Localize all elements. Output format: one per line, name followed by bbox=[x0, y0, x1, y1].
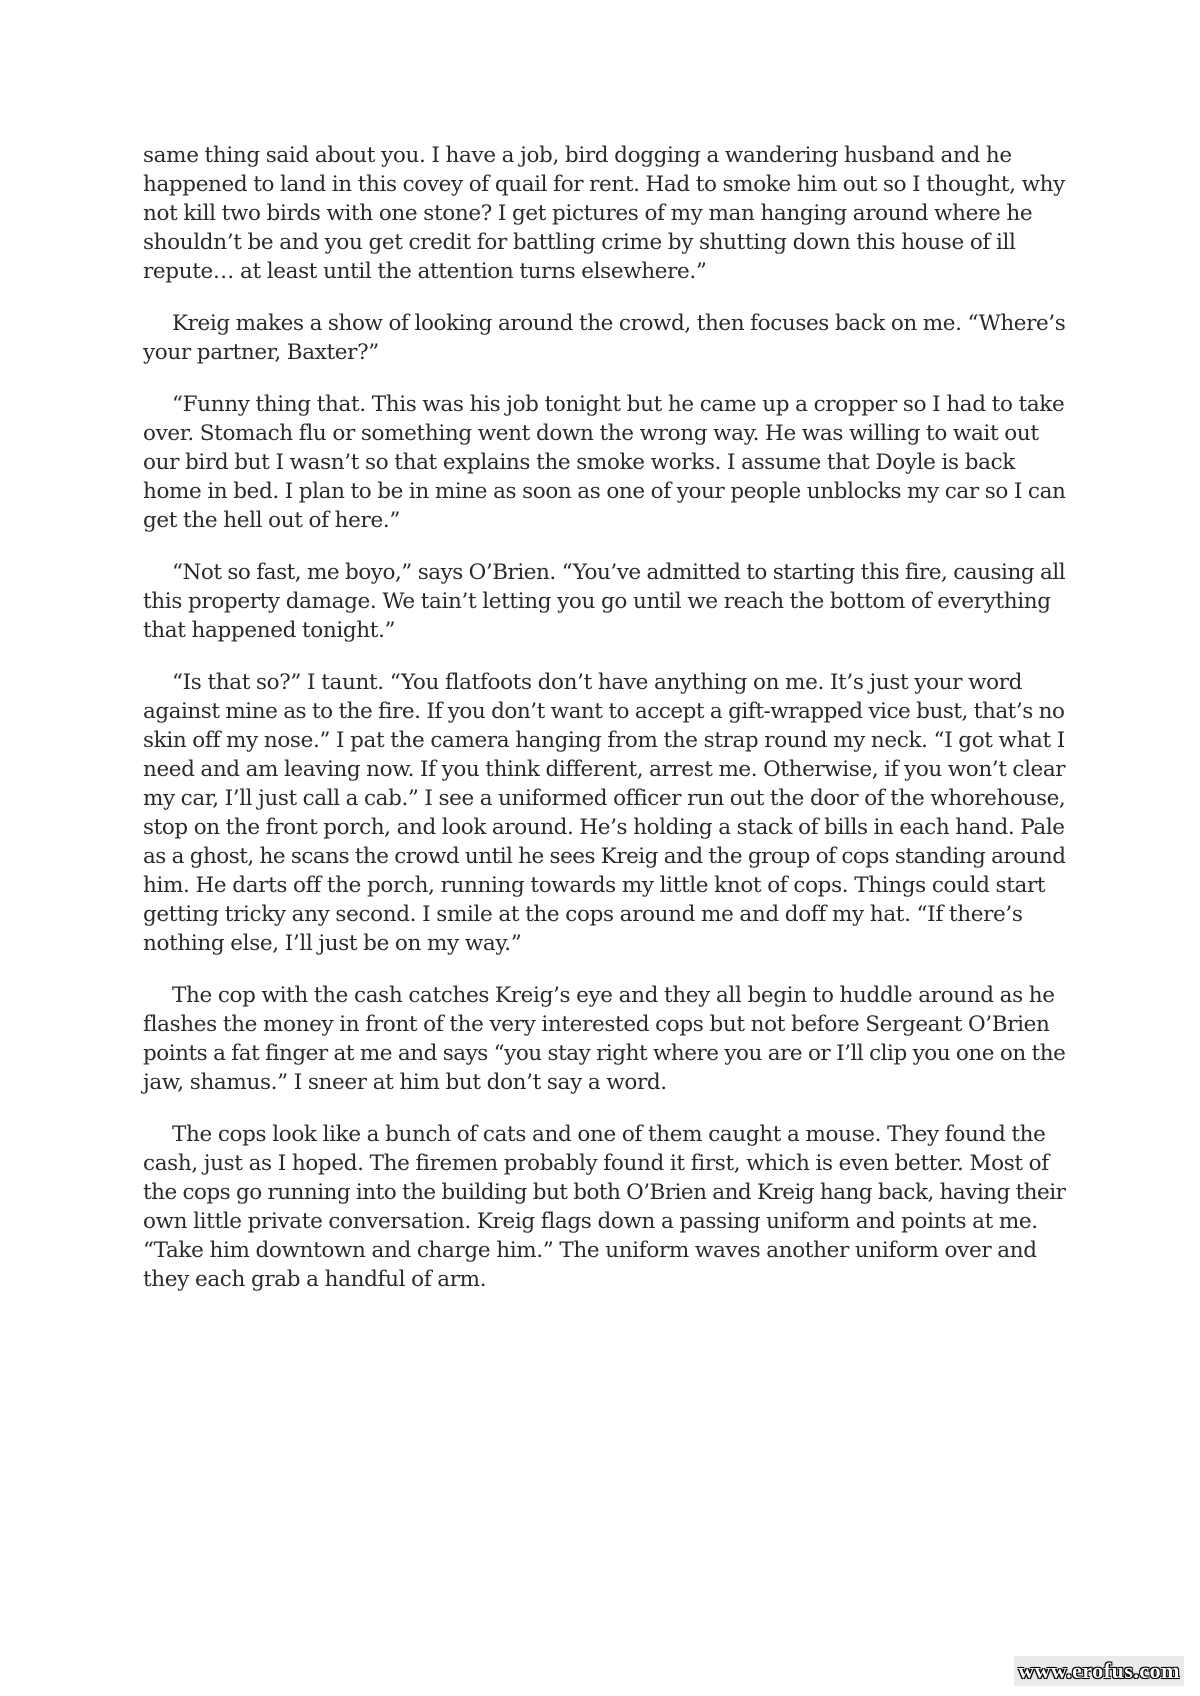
text-line: stop on the front porch, and look around. He’s holding a stack of bills in each hand. Pale bbox=[143, 815, 1065, 840]
text-line: not kill two birds with one stone? I get pictures of my man hanging around where he bbox=[143, 201, 1033, 226]
text-line: shouldn’t be and you get credit for battling crime by shutting down this house of ill bbox=[143, 230, 1016, 255]
text-line: this property damage. We tain’t letting you go until we reach the bottom of everything bbox=[143, 589, 1051, 614]
text-line: points a fat finger at me and says “you stay right where you are or I’ll clip you one on the bbox=[143, 1041, 1066, 1066]
text-line: need and am leaving now. If you think different, arrest me. Otherwise, if you won’t clear bbox=[143, 757, 1066, 782]
paragraph bbox=[143, 558, 1065, 645]
paragraph bbox=[143, 668, 1065, 958]
paragraph bbox=[143, 1120, 1065, 1294]
text-line: The cop with the cash catches Kreig’s eye and they all begin to huddle around as he bbox=[172, 983, 1055, 1008]
text-line: getting tricky any second. I smile at the cops around me and doff my hat. “If there’s bbox=[143, 902, 1023, 927]
text-line: my car, I’ll just call a cab.” I see a uniformed officer run out the door of the whorehouse, bbox=[143, 786, 1066, 811]
text-line: home in bed. I plan to be in mine as soon as one of your people unblocks my car so I can bbox=[143, 479, 1066, 504]
paragraph bbox=[143, 309, 1065, 367]
text-line: Kreig makes a show of looking around the crowd, then focuses back on me. “Where’s bbox=[172, 311, 1066, 336]
text-line: happened to land in this covey of quail for rent. Had to smoke him out so I thought, why bbox=[143, 172, 1065, 197]
text-line: skin off my nose.” I pat the camera hanging from the strap round my neck. “I got what I bbox=[143, 728, 1065, 753]
text-line: “Is that so?” I taunt. “You flatfoots don’t have anything on me. It’s just your word bbox=[172, 670, 1023, 695]
text-line: “Funny thing that. This was his job tonight but he came up a cropper so I had to take bbox=[172, 392, 1065, 417]
text-line: same thing said about you. I have a job, bird dogging a wandering husband and he bbox=[143, 143, 1012, 168]
watermark: www.erofus.com bbox=[1014, 1656, 1184, 1686]
text-line: get the hell out of here.” bbox=[143, 508, 400, 533]
text-line: him. He darts off the porch, running towards my little knot of cops. Things could start bbox=[143, 873, 1046, 898]
text-line: jaw, shamus.” I sneer at him but don’t say a word. bbox=[143, 1070, 667, 1095]
text-line: “Not so fast, me boyo,” says O’Brien. “You’ve admitted to starting this fire, causing all bbox=[172, 560, 1066, 585]
text-line: against mine as to the fire. If you don’t want to accept a gift-wrapped vice bust, that’s no bbox=[143, 699, 1065, 724]
text-line: your partner, Baxter?” bbox=[143, 340, 379, 365]
text-line: nothing else, I’ll just be on my way.” bbox=[143, 931, 522, 956]
text-line: our bird but I wasn’t so that explains the smoke works. I assume that Doyle is back bbox=[143, 450, 1015, 475]
text-line: as a ghost, he scans the crowd until he sees Kreig and the group of cops standing around bbox=[143, 844, 1066, 869]
text-line: they each grab a handful of arm. bbox=[143, 1267, 487, 1292]
paragraph bbox=[143, 390, 1065, 535]
paragraph bbox=[143, 981, 1065, 1097]
body-text bbox=[143, 141, 1065, 1317]
text-line: own little private conversation. Kreig flags down a passing uniform and points at me. bbox=[143, 1209, 1038, 1234]
text-line: the cops go running into the building but both O’Brien and Kreig hang back, having their bbox=[143, 1180, 1066, 1205]
text-line: The cops look like a bunch of cats and one of them caught a mouse. They found the bbox=[172, 1122, 1046, 1147]
text-line: “Take him downtown and charge him.” The uniform waves another uniform over and bbox=[143, 1238, 1037, 1263]
text-line: over. Stomach flu or something went down the wrong way. He was willing to wait out bbox=[143, 421, 1039, 446]
text-line: that happened tonight.” bbox=[143, 618, 396, 643]
text-line: flashes the money in front of the very interested cops but not before Sergeant O’Brien bbox=[143, 1012, 1050, 1037]
text-line: repute… at least until the attention turns elsewhere.” bbox=[143, 259, 707, 284]
paragraph bbox=[143, 141, 1065, 286]
text-line: cash, just as I hoped. The firemen probably found it first, which is even better. Most of bbox=[143, 1151, 1049, 1176]
